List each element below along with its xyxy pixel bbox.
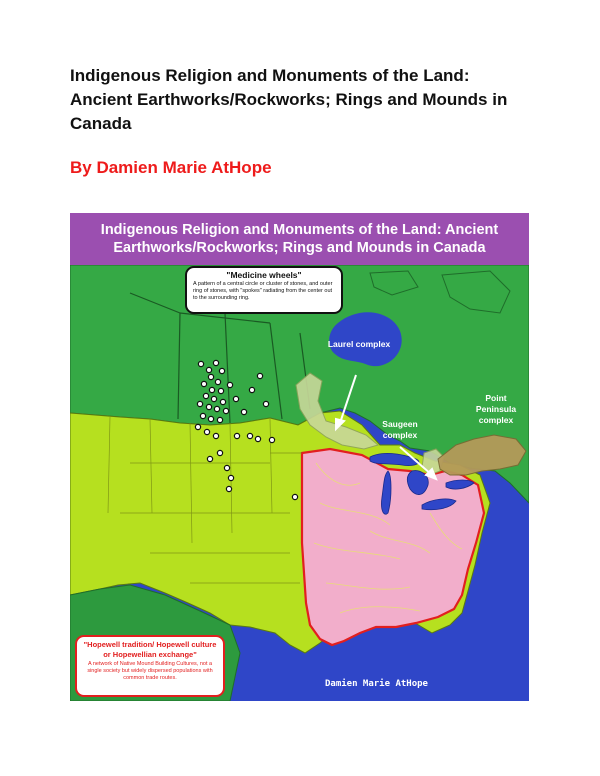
medicine-wheels-callout bbox=[185, 266, 343, 314]
title-line-2: Ancient Earthworks/Rockworks; Rings and Mounds in bbox=[70, 90, 508, 109]
hopewell-title: "Hopewell tradition/ Hopewell culture or Hopewellian exchange" bbox=[83, 640, 217, 659]
point-peninsula-complex-label: Point Peninsula complex bbox=[475, 393, 517, 425]
banner-line-2: Earthworks/Rockworks; Rings and Mounds in Canada bbox=[113, 240, 486, 256]
map-banner bbox=[70, 213, 529, 265]
document-title bbox=[70, 64, 540, 136]
medicine-wheels-title: "Medicine wheels" bbox=[226, 270, 302, 280]
hopewell-description: A network of Native Mound Building Cultures, not a single society but widely dispersed populations with common trade routes. bbox=[87, 661, 213, 681]
author-byline: By Damien Marie AtHope bbox=[70, 158, 272, 177]
map-signature: Damien Marie AtHope bbox=[325, 679, 428, 689]
saugeen-complex-label: Saugeen complex bbox=[382, 419, 418, 440]
title-line-3: Canada bbox=[70, 114, 132, 133]
map-figure bbox=[70, 213, 529, 701]
laurel-complex-label: Laurel complex bbox=[327, 339, 391, 349]
banner-line-1: Indigenous Religion and Monuments of the Land: Ancient bbox=[100, 222, 499, 238]
medicine-wheels-description: A pattern of a central circle or cluster of stones, and outer ring of stones, with "spokes" radiating from the center out to the surrounding ring. bbox=[193, 281, 333, 301]
title-line-1: Indigenous Religion and Monuments of the Land: bbox=[70, 66, 470, 85]
hopewell-callout bbox=[75, 635, 225, 697]
